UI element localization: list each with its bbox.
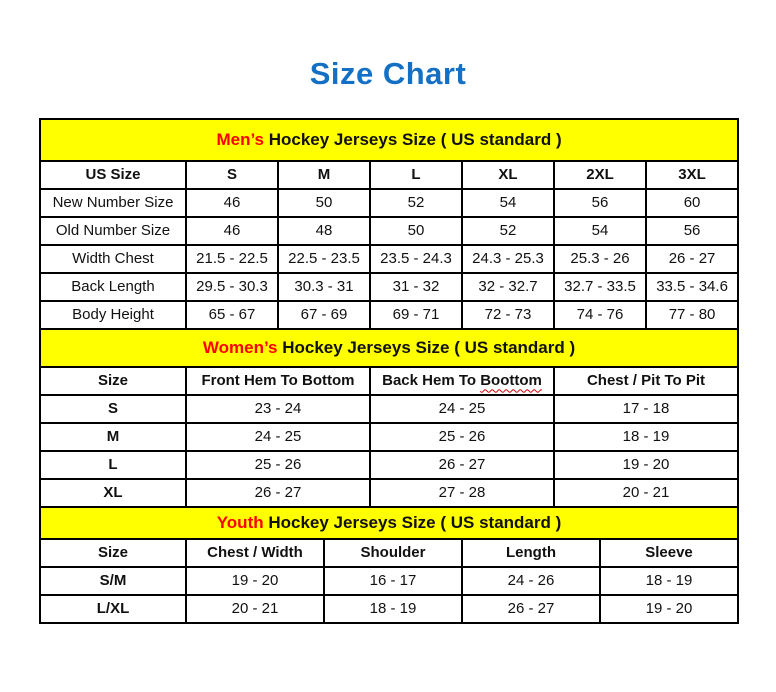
- column-header-l: L: [370, 161, 462, 189]
- value-cell: 74 - 76: [554, 301, 646, 329]
- value-cell: 24.3 - 25.3: [462, 245, 554, 273]
- row-label: L: [40, 451, 186, 479]
- value-cell: 77 - 80: [646, 301, 738, 329]
- womens-table-band: [40, 329, 738, 367]
- womens-band-highlight: Women’s: [202, 338, 278, 358]
- value-cell: 52: [462, 217, 554, 245]
- value-cell: 24 - 25: [186, 423, 370, 451]
- youth-header-row: [40, 539, 738, 567]
- value-cell: 65 - 67: [186, 301, 278, 329]
- value-cell: 67 - 69: [278, 301, 370, 329]
- mens-row-old-number-size: [40, 217, 738, 245]
- mens-row-back-length: [40, 273, 738, 301]
- row-label: L/XL: [40, 595, 186, 623]
- value-cell: 32 - 32.7: [462, 273, 554, 301]
- column-header-3xl: 3XL: [646, 161, 738, 189]
- column-header-s: S: [186, 161, 278, 189]
- column-header-2xl: 2XL: [554, 161, 646, 189]
- youth-row-sm: [40, 567, 738, 595]
- column-header-m: M: [278, 161, 370, 189]
- value-cell: 18 - 19: [554, 423, 738, 451]
- youth-band-rest: Hockey Jerseys Size ( US standard ): [263, 513, 562, 533]
- womens-band-title: [40, 329, 738, 367]
- value-cell: 26 - 27: [370, 451, 554, 479]
- value-cell: 26 - 27: [462, 595, 600, 623]
- column-header-size: Size: [40, 539, 186, 567]
- value-cell: 19 - 20: [554, 451, 738, 479]
- row-label: Old Number Size: [40, 217, 186, 245]
- value-cell: 20 - 21: [186, 595, 324, 623]
- womens-row-xl: [40, 479, 738, 507]
- value-cell: 32.7 - 33.5: [554, 273, 646, 301]
- value-cell: 23.5 - 24.3: [370, 245, 462, 273]
- mens-row-body-height: [40, 301, 738, 329]
- womens-band-rest: Hockey Jerseys Size ( US standard ): [277, 338, 576, 358]
- mens-band-title: [40, 119, 738, 161]
- value-cell: 54: [462, 189, 554, 217]
- value-cell: 29.5 - 30.3: [186, 273, 278, 301]
- row-label: Width Chest: [40, 245, 186, 273]
- value-cell: 26 - 27: [646, 245, 738, 273]
- value-cell: 25 - 26: [186, 451, 370, 479]
- value-cell: 56: [646, 217, 738, 245]
- womens-row-s: [40, 395, 738, 423]
- column-header-back-hem: Back Hem To Boottom: [370, 367, 554, 395]
- column-header-us-size: US Size: [40, 161, 186, 189]
- value-cell: 18 - 19: [600, 567, 738, 595]
- value-cell: 24 - 26: [462, 567, 600, 595]
- mens-header-row: [40, 161, 738, 189]
- value-cell: 22.5 - 23.5: [278, 245, 370, 273]
- value-cell: 19 - 20: [600, 595, 738, 623]
- value-cell: 24 - 25: [370, 395, 554, 423]
- youth-band-title: [40, 507, 738, 539]
- value-cell: 31 - 32: [370, 273, 462, 301]
- size-chart-page: [39, 0, 737, 624]
- column-header-sleeve: Sleeve: [600, 539, 738, 567]
- value-cell: 20 - 21: [554, 479, 738, 507]
- value-cell: 48: [278, 217, 370, 245]
- youth-size-table: [39, 506, 739, 624]
- mens-row-width-chest: [40, 245, 738, 273]
- youth-row-lxl: [40, 595, 738, 623]
- value-cell: 50: [370, 217, 462, 245]
- womens-header-row: [40, 367, 738, 395]
- value-cell: 25 - 26: [370, 423, 554, 451]
- value-cell: 54: [554, 217, 646, 245]
- value-cell: 46: [186, 189, 278, 217]
- value-cell: 60: [646, 189, 738, 217]
- value-cell: 19 - 20: [186, 567, 324, 595]
- value-cell: 25.3 - 26: [554, 245, 646, 273]
- page-title: Size Chart: [309, 56, 467, 91]
- womens-row-l: [40, 451, 738, 479]
- column-header-front-hem: Front Hem To Bottom: [186, 367, 370, 395]
- mens-band-highlight: Men’s: [216, 130, 264, 150]
- value-cell: 56: [554, 189, 646, 217]
- value-cell: 30.3 - 31: [278, 273, 370, 301]
- value-cell: 72 - 73: [462, 301, 554, 329]
- column-header-size: Size: [40, 367, 186, 395]
- value-cell: 18 - 19: [324, 595, 462, 623]
- youth-table-band: [40, 507, 738, 539]
- value-cell: 23 - 24: [186, 395, 370, 423]
- row-label: M: [40, 423, 186, 451]
- misspelled-word: Boottom: [480, 372, 542, 390]
- value-cell: 52: [370, 189, 462, 217]
- mens-row-new-number-size: [40, 189, 738, 217]
- value-cell: 50: [278, 189, 370, 217]
- column-header-shoulder: Shoulder: [324, 539, 462, 567]
- row-label: Body Height: [40, 301, 186, 329]
- value-cell: 16 - 17: [324, 567, 462, 595]
- row-label: XL: [40, 479, 186, 507]
- value-cell: 69 - 71: [370, 301, 462, 329]
- youth-band-highlight: Youth: [216, 513, 264, 533]
- womens-row-m: [40, 423, 738, 451]
- row-label: S: [40, 395, 186, 423]
- row-label: New Number Size: [40, 189, 186, 217]
- mens-size-table: [39, 118, 739, 330]
- mens-table-band: [40, 119, 738, 161]
- value-cell: 17 - 18: [554, 395, 738, 423]
- column-header-length: Length: [462, 539, 600, 567]
- row-label: S/M: [40, 567, 186, 595]
- row-label: Back Length: [40, 273, 186, 301]
- value-cell: 21.5 - 22.5: [186, 245, 278, 273]
- womens-size-table: [39, 328, 739, 508]
- column-header-chest-width: Chest / Width: [186, 539, 324, 567]
- value-cell: 26 - 27: [186, 479, 370, 507]
- value-cell: 27 - 28: [370, 479, 554, 507]
- column-header-xl: XL: [462, 161, 554, 189]
- value-cell: 33.5 - 34.6: [646, 273, 738, 301]
- mens-band-rest: Hockey Jerseys Size ( US standard ): [264, 130, 562, 150]
- column-header-chest-pit: Chest / Pit To Pit: [554, 367, 738, 395]
- value-cell: 46: [186, 217, 278, 245]
